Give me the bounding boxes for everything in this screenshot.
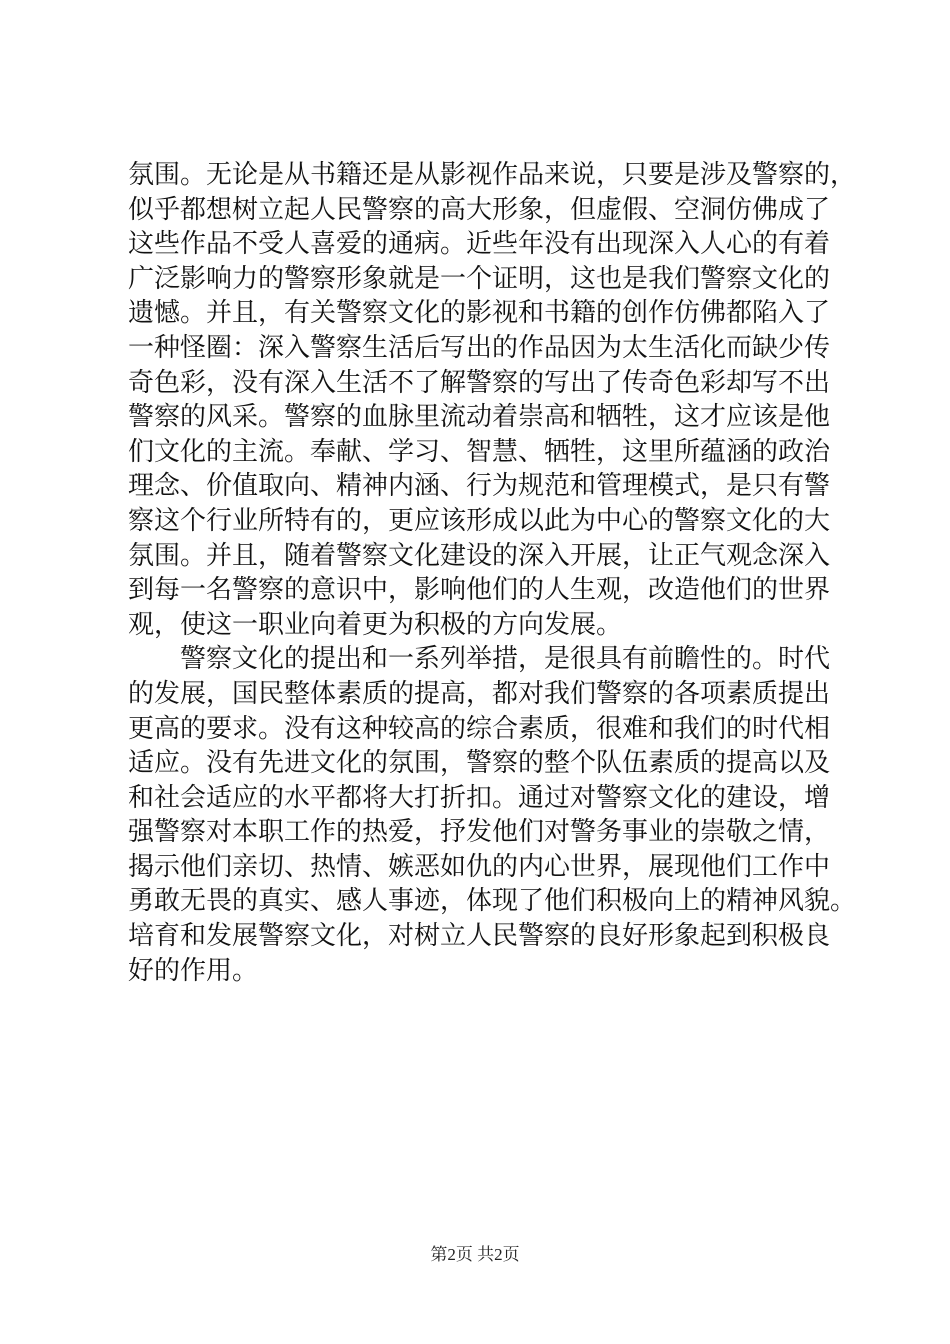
text-line: 好的作用。 bbox=[128, 955, 259, 986]
text-line: 警察文化的提出和一系列举措，是很具有前瞻性的。时代 bbox=[180, 644, 831, 675]
paragraph-1 bbox=[128, 158, 857, 642]
text-line: 一种怪圈：深入警察生活后写出的作品因为太生活化而缺少传 bbox=[128, 332, 831, 363]
body-text bbox=[128, 158, 857, 988]
text-line: 遗憾。并且，有关警察文化的影视和书籍的创作仿佛都陷入了 bbox=[128, 298, 831, 329]
text-line: 更高的要求。没有这种较高的综合素质，很难和我们的时代相 bbox=[128, 713, 831, 744]
text-line: 和社会适应的水平都将大打折扣。通过对警察文化的建设，增 bbox=[128, 782, 831, 813]
page-footer: 第2页 共2页 bbox=[430, 1245, 520, 1264]
paragraph-2 bbox=[128, 642, 857, 988]
text-line: 氛围。并且，随着警察文化建设的深入开展，让正气观念深入 bbox=[128, 540, 831, 571]
text-line: 到每一名警察的意识中，影响他们的人生观，改造他们的世界 bbox=[128, 575, 831, 606]
text-line: 培育和发展警察文化，对树立人民警察的良好形象起到积极良 bbox=[128, 921, 831, 952]
text-line: 理念、价值取向、精神内涵、行为规范和管理模式，是只有警 bbox=[128, 471, 831, 502]
text-line: 这些作品不受人喜爱的通病。近些年没有出现深入人心的有着 bbox=[128, 229, 831, 260]
text-line: 似乎都想树立起人民警察的高大形象，但虚假、空洞仿佛成了 bbox=[128, 194, 831, 225]
text-line: 广泛影响力的警察形象就是一个证明，这也是我们警察文化的 bbox=[128, 263, 831, 294]
text-line: 强警察对本职工作的热爱，抒发他们对警务事业的崇敬之情， bbox=[128, 817, 831, 848]
text-line: 察这个行业所特有的，更应该形成以此为中心的警察文化的大 bbox=[128, 505, 831, 536]
text-line: 观，使这一职业向着更为积极的方向发展。 bbox=[128, 609, 623, 640]
text-line: 的发展，国民整体素质的提高，都对我们警察的各项素质提出 bbox=[128, 678, 831, 709]
text-line: 警察的风采。警察的血脉里流动着崇高和牺牲，这才应该是他 bbox=[128, 402, 831, 433]
text-line: 奇色彩，没有深入生活不了解警察的写出了传奇色彩却写不出 bbox=[128, 367, 831, 398]
text-line: 勇敢无畏的真实、感人事迹，体现了他们积极向上的精神风貌。 bbox=[128, 886, 857, 917]
text-line: 揭示他们亲切、热情、嫉恶如仇的内心世界，展现他们工作中 bbox=[128, 851, 831, 882]
text-line: 氛围。无论是从书籍还是从影视作品来说，只要是涉及警察的， bbox=[128, 160, 857, 190]
text-line: 适应。没有先进文化的氛围，警察的整个队伍素质的提高以及 bbox=[128, 748, 831, 779]
text-line: 们文化的主流。奉献、学习、智慧、牺牲，这里所蕴涵的政治 bbox=[128, 436, 831, 467]
